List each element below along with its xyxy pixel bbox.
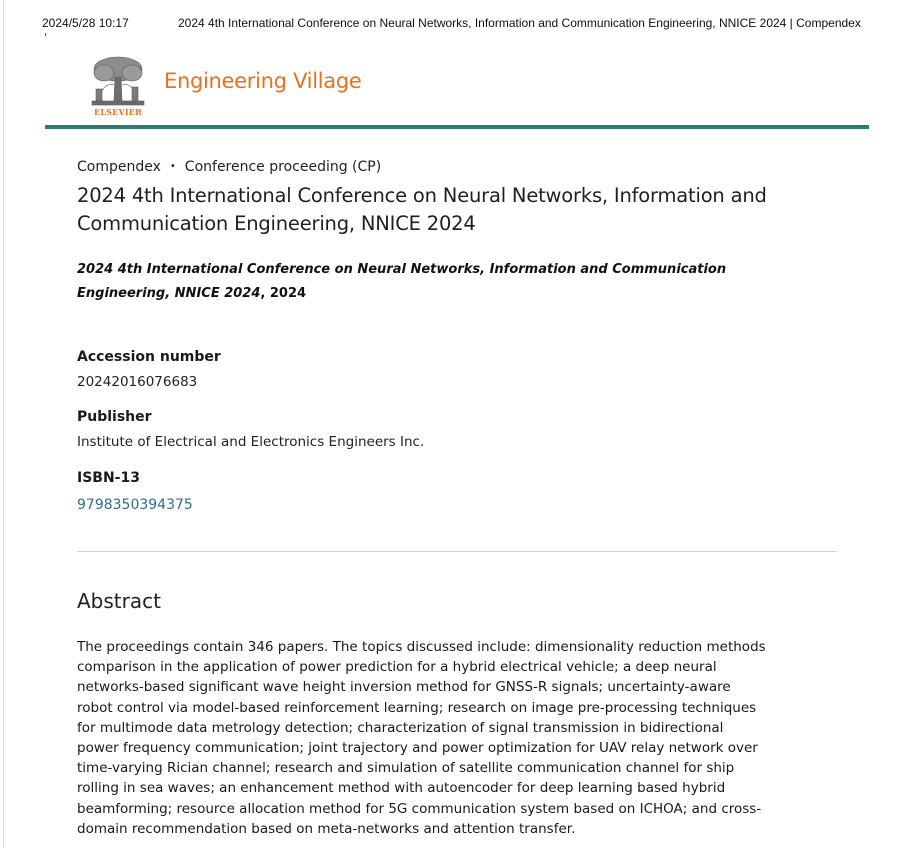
elsevier-tree-icon xyxy=(90,55,146,107)
record-meta xyxy=(77,159,381,175)
abstract-heading: Abstract xyxy=(77,589,161,613)
engineering-village-title[interactable]: Engineering Village xyxy=(164,69,362,93)
print-timestamp: 2024/5/28 10:17 xyxy=(42,16,129,30)
section-divider xyxy=(77,551,837,552)
source-citation xyxy=(77,258,807,306)
source-title: 2024 4th International Conference on Neural Networks, Information and Communication Engineering, NNICE 2024 xyxy=(77,262,727,301)
doc-type-label: Conference proceeding (CP) xyxy=(184,159,382,175)
print-header xyxy=(42,16,899,32)
isbn-link[interactable]: 9798350394375 xyxy=(77,497,193,513)
isbn-value xyxy=(77,497,193,513)
abstract-text: The proceedings contain 346 papers. The topics discussed include: dimensionality reduction methods comparison in the application of power prediction for a hybrid electrical vehicle; a deep neural networks-based significant wave height inversion method for GNSS-R signals; uncertainty-aware robot control via model-based reinforcement learning; research on image pre-processing techniques for multimode data metrology detection; characterization of signal transmission in bidirectional power frequency communication; joint trajectory and power optimization for UAV relay network over time-varying Rician channel; research and simulation of satellite communication channel for ship rolling in sea waves; an enhancement method with autoencoder for deep learning based hybrid beamforming; resource allocation method for 5G communication system based on ICHOA; and cross-domain recommendation based on meta-networks and attention transfer. xyxy=(77,639,766,837)
isbn-label: ISBN-13 xyxy=(77,470,140,486)
separator-dot: • xyxy=(169,161,176,172)
page-edge-rule xyxy=(3,0,4,848)
print-mark xyxy=(45,33,46,36)
header-divider-bar xyxy=(45,125,869,129)
print-page-title: 2024 4th International Conference on Neural Networks, Information and Communication Engineering, NNICE 2024 | Compendex xyxy=(178,16,861,30)
elsevier-wordmark: ELSEVIER xyxy=(94,107,142,117)
publisher-label: Publisher xyxy=(77,409,152,425)
accession-number-label: Accession number xyxy=(77,349,221,365)
source-year: , 2024 xyxy=(260,286,307,301)
publisher-value: Institute of Electrical and Electronics Engineers Inc. xyxy=(77,434,425,450)
database-label: Compendex xyxy=(77,159,161,175)
accession-number-value: 20242016076683 xyxy=(77,374,198,390)
elsevier-logo[interactable] xyxy=(90,55,146,117)
record-title: 2024 4th International Conference on Neural Networks, Information and Communication Engineering, NNICE 2024 xyxy=(77,184,767,235)
